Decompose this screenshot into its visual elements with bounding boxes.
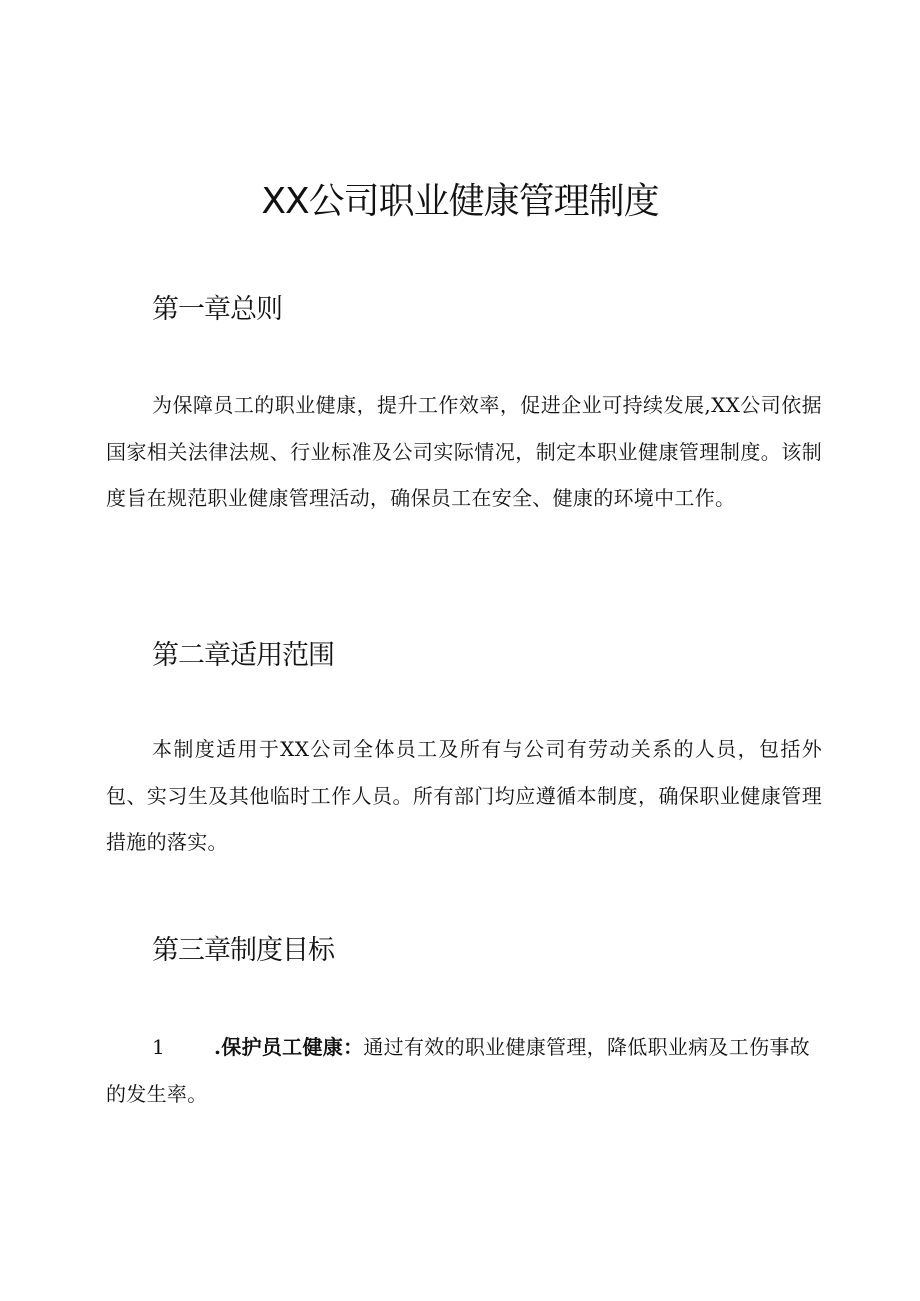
- list-item-text: 通过有效的职业健康管理，降低职业病及工伤事故的发生率。: [106, 1035, 810, 1106]
- chapter-1-heading: 第一章总则: [152, 294, 282, 325]
- chapter-2-paragraph: 本制度适用于XX公司全体员工及所有与公司有劳动关系的人员，包括外包、实习生及其他临时工作人员。所有部门均应遵循本制度，确保职业健康管理措施的落实。: [106, 737, 822, 854]
- chapter-3-heading: 第三章制度目标: [152, 935, 334, 966]
- list-item: [106, 1024, 822, 1117]
- chapter-1-paragraph: 为保障员工的职业健康，提升工作效率，促进企业可持续发展,XX公司依据国家相关法律法规、行业标准及公司实际情况，制定本职业健康管理制度。该制度旨在规范职业健康管理活动，确保员工在安全、健康的环境中工作。: [106, 393, 822, 510]
- list-item-number: 1: [152, 1035, 166, 1059]
- list-item-label: .保护员工健康：: [214, 1035, 364, 1059]
- chapter-2-heading: 第二章适用范围: [152, 640, 334, 671]
- document-title: XX公司职业健康管理制度: [261, 181, 659, 222]
